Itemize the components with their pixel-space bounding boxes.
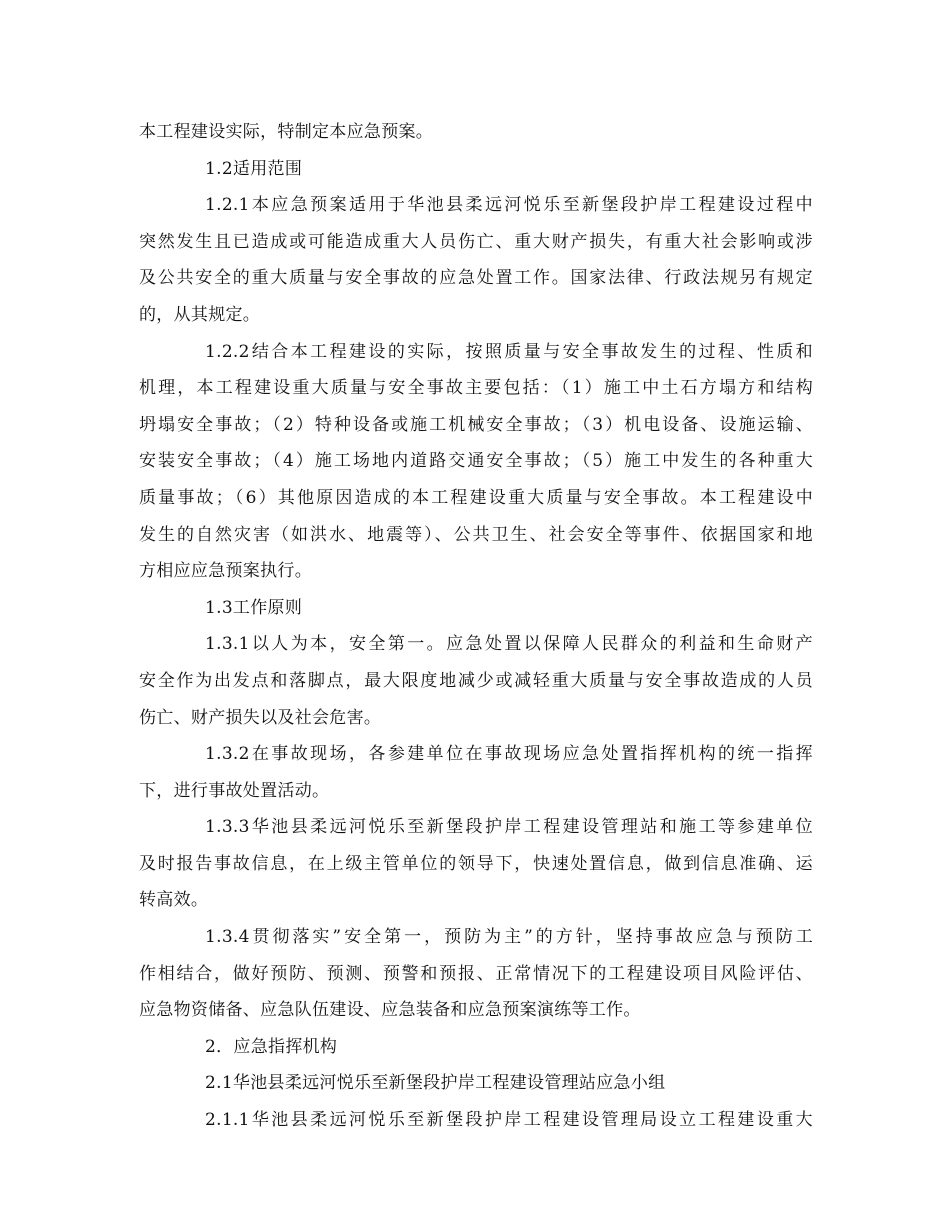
document-body — [139, 114, 813, 1139]
text-line: 1.3.3华池县柔远河悦乐至新堡段护岸工程建设管理站和施工等参建单位 — [205, 817, 813, 838]
text-line: 安装安全事故；（4）施工场地内道路交通安全事故；（5）施工中发生的各种重大 — [139, 451, 813, 472]
text-line: 1.2.1本应急预案适用于华池县柔远河悦乐至新堡段护岸工程建设过程中 — [205, 195, 813, 216]
text-line: 突然发生且已造成或可能造成重大人员伤亡、重大财产损失，有重大社会影响或涉 — [139, 231, 813, 252]
text-line: 质量事故；（6）其他原因造成的本工程建设重大质量与安全事故。本工程建设中 — [139, 487, 813, 508]
section-heading: 1.2适用范围 — [205, 158, 303, 179]
text-line: 安全作为出发点和落脚点，最大限度地减少或减轻重大质量与安全事故造成的人员 — [139, 670, 813, 691]
section-heading: 2．应急指挥机构 — [205, 1036, 338, 1057]
text-line: 应急物资储备、应急队伍建设、应急装备和应急预案演练等工作。 — [139, 1000, 641, 1021]
text-line: 转高效。 — [139, 890, 209, 911]
text-line: 发生的自然灾害（如洪水、地震等）、公共卫生、社会安全等事件、依据国家和地 — [139, 524, 813, 545]
text-line: 方相应应急预案执行。 — [139, 561, 312, 582]
text-line: 1.3.1以人为本，安全第一。应急处置以保障人民群众的利益和生命财产 — [205, 634, 813, 655]
text-line: 及公共安全的重大质量与安全事故的应急处置工作。国家法律、行政法规另有规定 — [139, 268, 813, 289]
text-line: 坍塌安全事故；（2）特种设备或施工机械安全事故；（3）机电设备、设施运输、 — [139, 414, 813, 435]
text-line: 本工程建设实际，特制定本应急预案。 — [139, 122, 434, 142]
text-line: 1.3.4贯彻落实”安全第一，预防为主”的方针，坚持事故应急与预防工 — [205, 927, 813, 948]
text-line: 1.2.2结合本工程建设的实际，按照质量与安全事故发生的过程、性质和 — [205, 341, 813, 362]
text-line: 下，进行事故处置活动。 — [139, 780, 330, 801]
text-line: 2.1.1华池县柔远河悦乐至新堡段护岸工程建设管理局设立工程建设重大 — [205, 1110, 813, 1131]
text-line: 的，从其规定。 — [139, 304, 261, 325]
text-line: 伤亡、财产损失以及社会危害。 — [139, 707, 382, 728]
text-line: 1.3.2在事故现场，各参建单位在事故现场应急处置指挥机构的统一指挥 — [205, 744, 813, 765]
text-line: 机理，本工程建设重大质量与安全事故主要包括：（1）施工中土石方塌方和结构 — [139, 378, 813, 399]
section-heading: 1.3工作原则 — [205, 597, 303, 618]
text-line: 作相结合，做好预防、预测、预警和预报、正常情况下的工程建设项目风险评估、 — [139, 963, 813, 984]
text-line: 及时报告事故信息，在上级主管单位的领导下，快速处置信息，做到信息准确、运 — [139, 853, 813, 874]
section-heading: 2.1华池县柔远河悦乐至新堡段护岸工程建设管理站应急小组 — [205, 1073, 666, 1094]
